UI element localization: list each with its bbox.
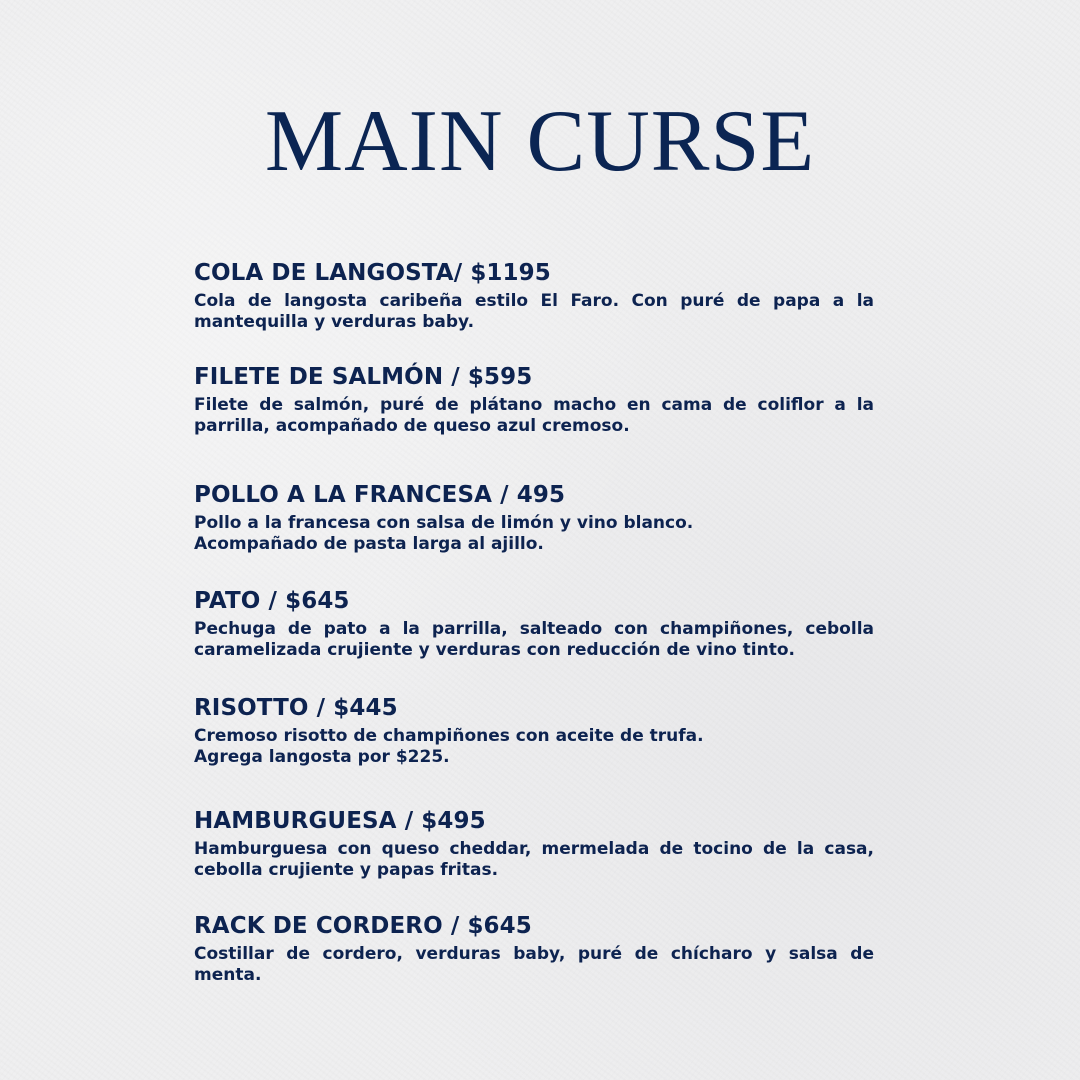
menu-item-name: COLA DE LANGOSTA/ $1195 xyxy=(194,260,551,286)
menu-item-description: Cola de langosta caribeña estilo El Faro. Con puré de papa a la mantequilla y verduras baby. xyxy=(194,291,874,332)
menu-item-hamburguesa xyxy=(194,807,874,881)
menu-item-description-line: Cremoso risotto de champiñones con aceite de trufa. xyxy=(194,726,704,746)
menu-title: MAIN CURSE xyxy=(264,93,816,190)
menu-item-description-line: Acompañado de pasta larga al ajillo. xyxy=(194,534,544,554)
menu-item-pato xyxy=(194,587,874,661)
menu-item-description: Filete de salmón, puré de plátano macho en cama de coliflor a la parrilla, acompañado de queso azul cremoso. xyxy=(194,395,874,436)
menu-item-name: RACK DE CORDERO / $645 xyxy=(194,913,532,939)
menu-item-filete-de-salmon xyxy=(194,363,874,437)
menu-item-description: Hamburguesa con queso cheddar, mermelada de tocino de la casa, cebolla crujiente y papas fritas. xyxy=(194,839,874,880)
menu-item-description xyxy=(194,726,874,768)
menu-item-name: RISOTTO / $445 xyxy=(194,695,398,721)
menu-item-name: HAMBURGUESA / $495 xyxy=(194,808,486,834)
menu-item-pollo-a-la-francesa xyxy=(194,481,874,555)
menu-item-rack-de-cordero xyxy=(194,912,874,986)
menu-item-description-line: Agrega langosta por $225. xyxy=(194,747,450,767)
menu-item-name: POLLO A LA FRANCESA / 495 xyxy=(194,482,566,508)
menu-item-name: PATO / $645 xyxy=(194,588,350,614)
menu-item-description: Costillar de cordero, verduras baby, puré de chícharo y salsa de menta. xyxy=(194,944,874,985)
menu-item-name: FILETE DE SALMÓN / $595 xyxy=(194,364,533,390)
menu-item-risotto xyxy=(194,694,874,768)
menu-item-description xyxy=(194,513,874,555)
menu-item-description-line: Pollo a la francesa con salsa de limón y vino blanco. xyxy=(194,513,694,533)
menu-item-cola-de-langosta xyxy=(194,259,874,333)
menu-item-description: Pechuga de pato a la parrilla, salteado con champiñones, cebolla caramelizada crujiente y verduras con reducción de vino tinto. xyxy=(194,619,874,660)
